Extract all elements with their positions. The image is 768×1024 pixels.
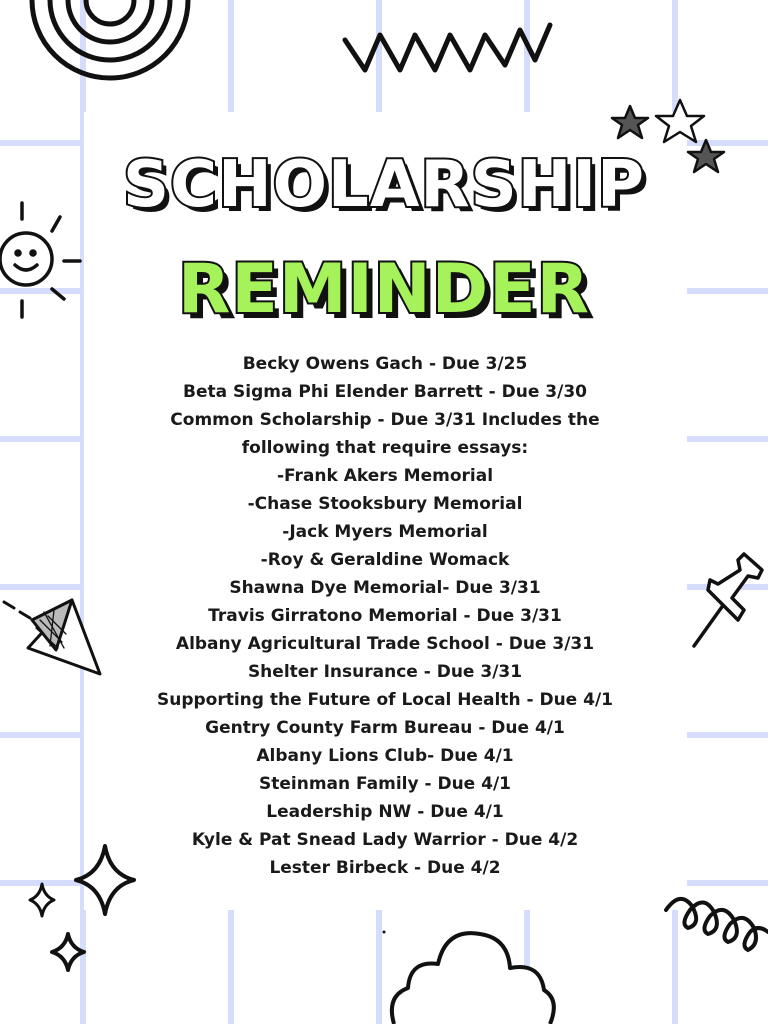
cloud-icon — [380, 920, 570, 1024]
list-item: Albany Lions Club- Due 4/1 — [256, 746, 514, 766]
list-item: Shawna Dye Memorial- Due 3/31 — [229, 578, 541, 598]
list-item: Leadership NW - Due 4/1 — [266, 802, 504, 822]
scholarship-list — [100, 350, 670, 882]
title-reminder: REMINDER — [178, 250, 590, 329]
list-item: -Chase Stooksbury Memorial — [247, 494, 523, 514]
list-item: Lester Birbeck - Due 4/2 — [269, 858, 501, 878]
list-item: Kyle & Pat Snead Lady Warrior - Due 4/2 — [191, 830, 579, 850]
paper-plane-icon — [0, 590, 110, 680]
rainbow-icon — [20, 0, 200, 130]
list-item: Common Scholarship - Due 3/31 Includes the — [170, 410, 600, 430]
list-item: following that require essays: — [241, 438, 529, 458]
list-item: Travis Girratono Memorial - Due 3/31 — [208, 606, 562, 626]
list-item: Shelter Insurance - Due 3/31 — [247, 662, 523, 682]
title-scholarship: SCHOLARSHIP — [123, 148, 645, 222]
list-item: Becky Owens Gach - Due 3/25 — [242, 354, 528, 374]
list-item: Albany Agricultural Trade School - Due 3/31 — [175, 634, 595, 654]
list-item: Steinman Family - Due 4/1 — [259, 774, 511, 794]
pushpin-icon — [688, 550, 768, 650]
list-item: Supporting the Future of Local Health - Due 4/1 — [156, 690, 613, 710]
list-item: Gentry County Farm Bureau - Due 4/1 — [205, 718, 565, 738]
list-item: -Roy & Geraldine Womack — [260, 550, 510, 570]
list-item: -Jack Myers Memorial — [282, 522, 488, 542]
zigzag-icon — [340, 10, 560, 80]
list-item: Beta Sigma Phi Elender Barrett - Due 3/30 — [183, 382, 587, 402]
spiral-icon — [660, 880, 768, 980]
list-item: -Frank Akers Memorial — [276, 466, 494, 486]
